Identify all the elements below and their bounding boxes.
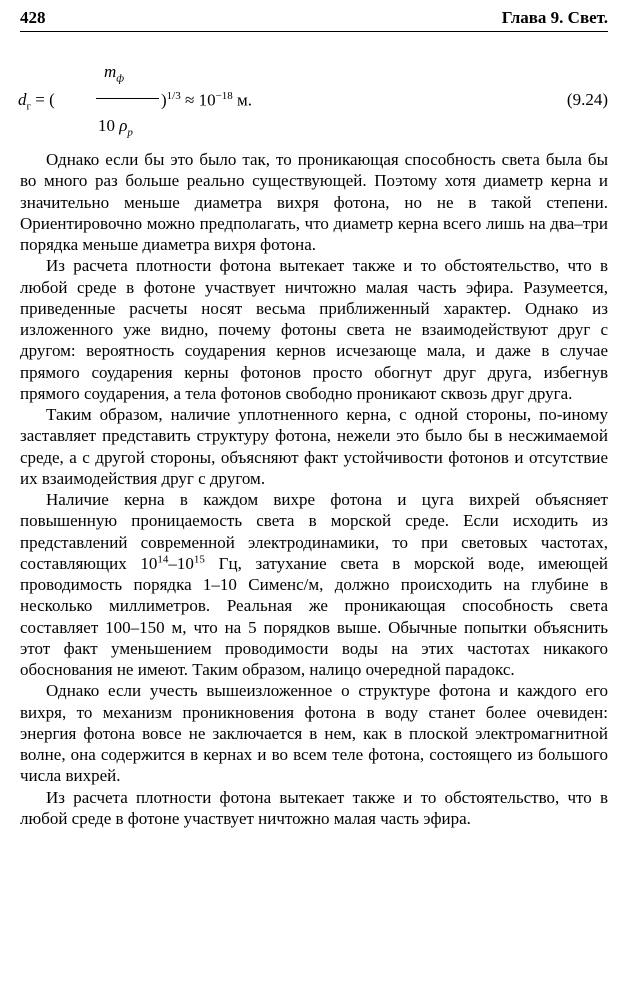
- equation-number: (9.24): [566, 90, 608, 109]
- fraction-bar: [96, 98, 159, 99]
- equation-denominator: 10 $\rho_p$: [98, 116, 133, 139]
- paragraph: Однако если учесть вышеизложенное о структуре фотона и каждого его вихря, то механизм проникновения фотона в воду станет более очевиден: энергия фотона вовсе не заключается в нем, как в плоской электромагнитной волне, она содержится в кернах и во всем теле фотона, состоящего из большого числа вихрей.: [20, 681, 608, 786]
- running-header: [20, 8, 608, 32]
- page-number: 428: [20, 8, 46, 27]
- equation-rhs: )$^{1/3} \approx 10^{-18}$ м.: [161, 90, 253, 110]
- paragraph: Таким образом, наличие уплотненного керна, с одной стороны, по-иному заставляет представить структуру фотона, нежели это было бы в несжимаемой среде, а с другой стороны, объясняют факт устойчивости фотонов и отсутствие их взаимодействия друг с другом.: [20, 405, 608, 488]
- paragraph: Из расчета плотности фотона вытекает также и то обстоятельство, что в любой среде в фотоне участвует ничтожно малая часть эфира. Разумеется, приведенные расчеты носят весьма приближенный характер. Однако из изложенного уже видно, почему фотоны света не взаимодействуют друг с другом: вероятность соударения кернов исчезающе мала, и даже в случае прямого соударения керны фотонов просто обогнут друг друга, избегнув прямого соударения, а тела фотонов свободно проникают сквозь друг друга.: [20, 256, 608, 403]
- chapter-title: Глава 9. Свет.: [501, 8, 608, 27]
- paragraph: Однако если бы это было так, то проникающая способность света была бы во много раз больше реально существующей. Поэтому хотя диаметр керна и значительно меньше диаметра вихря фотона, но не в такой степени. Ориентировочно можно предполагать, что диаметр керна всего лишь на два–три порядка меньше диаметра вихря фотона.: [20, 150, 608, 254]
- equation-lhs: $d_г$ = (: [18, 90, 55, 113]
- equation-9-24: [18, 62, 608, 142]
- paragraph: Наличие керна в каждом вихре фотона и цуга вихрей объясняет повышенную проницаемость света в морской среде. Если исходить из представлений современной электродинамики, то при световых частотах, составляющих $10^{14}-10^{15}$ Гц, затухание света в морской воде, имеющей проводимость порядка 1–10 Сименс/м, должно происходить на глубине в несколько миллиметров. Реальная же проникающая способность света составляет 100–150 м, что на 5 порядков выше. Обычные попытки объяснить этот факт уменьшением проводимости воды на этих частотах никакого обоснования не имеют. Таким образом, налицо очередной парадокс.: [20, 490, 608, 679]
- equation-numerator: $m_ф$: [104, 62, 125, 85]
- body-text: [20, 149, 608, 829]
- paragraph: Из расчета плотности фотона вытекает также и то обстоятельство, что в любой среде в фотоне участвует ничтожно малая часть эфира.: [20, 787, 608, 828]
- header-rule: [20, 31, 608, 32]
